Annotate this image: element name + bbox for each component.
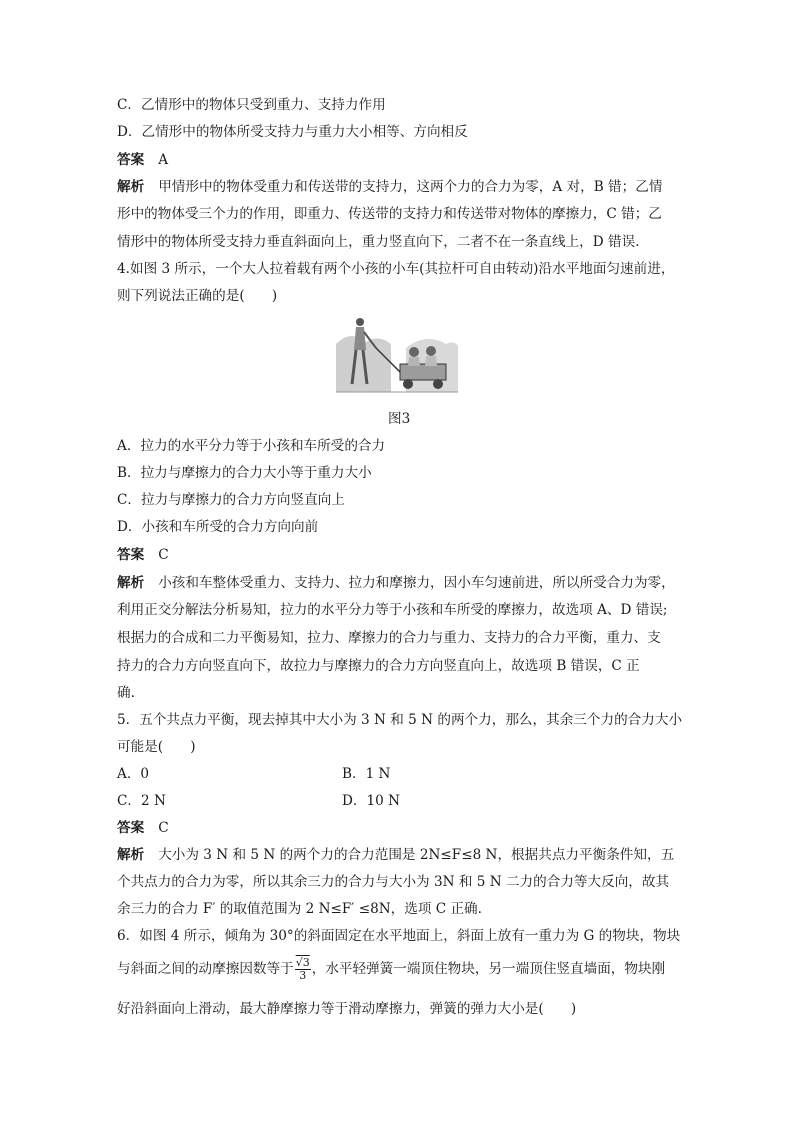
q4-option-b: B．拉力与摩擦力的合力大小等于重力大小 xyxy=(117,465,372,481)
q6-stem-line-3: 好沿斜面向上滑动，最大静摩擦力等于滑动摩擦力，弹簧的弹力大小是( ) xyxy=(117,1001,577,1017)
wheel-icon xyxy=(433,379,443,389)
q5-stem-line-1: 5．五个共点力平衡，现去掉其中大小为 3 N 和 5 N 的两个力，那么，其余三个力的合力大小 xyxy=(117,712,683,728)
analysis-label: 解析 xyxy=(117,179,145,195)
q4-stem-line-1: 4.如图 3 所示，一个大人拉着载有两个小孩的小车(其拉杆可自由转动)沿水平地面匀速前进， xyxy=(117,261,675,277)
wheel-icon xyxy=(403,379,413,389)
child-head-icon xyxy=(409,347,419,357)
q5-option-d: D．10 N xyxy=(342,793,401,809)
adult-head-icon xyxy=(356,318,364,326)
answer-value: C xyxy=(158,820,169,836)
q5-stem-line-2: 可能是( ) xyxy=(117,739,196,755)
q5-option-c: C．2 N xyxy=(117,793,166,809)
q6-text-after-fraction: ，水平轻弹簧一端顶住物块，另一端顶住竖直墙面，物块刚 xyxy=(311,961,666,977)
q4-answer xyxy=(117,545,169,565)
figure-adult-pulling-cart xyxy=(336,314,458,398)
answer-value: A xyxy=(158,152,169,168)
q4-analysis-line-5: 确. xyxy=(117,685,135,701)
q3-answer xyxy=(117,150,168,170)
q4-stem-line-2: 则下列说法正确的是( ) xyxy=(117,288,278,304)
q5-options-row-1 xyxy=(117,764,391,784)
q3-analysis-line-1 xyxy=(117,177,662,197)
adult-body-icon xyxy=(354,327,366,350)
q5-option-b: B．1 N xyxy=(342,766,391,782)
cart-icon xyxy=(400,364,446,380)
child-head-icon xyxy=(426,346,436,356)
q4-analysis-line-1 xyxy=(117,573,675,593)
answer-label: 答案 xyxy=(117,547,145,563)
q4-analysis-line-4: 持力的合力方向竖直向下，故拉力与摩擦力的合力方向竖直向上，故选项 B 错误，C 正 xyxy=(117,658,640,674)
q6-text-before-fraction: 与斜面之间的动摩擦因数等于 xyxy=(117,961,294,977)
q3-analysis-line-3: 情形中的物体所受支持力垂直斜面向上，重力竖直向下，二者不在一条直线上，D 错误. xyxy=(117,234,640,250)
fraction-numerator: √3 xyxy=(295,956,310,969)
q4-option-d: D．小孩和车所受的合力方向向前 xyxy=(117,519,319,535)
q6-stem-line-1: 6．如图 4 所示，倾角为 30°的斜面固定在水平地面上，斜面上放有一重力为 G 的物块，物块 xyxy=(117,928,681,944)
q4-option-a: A．拉力的水平分力等于小孩和车所受的合力 xyxy=(117,438,386,454)
q5-option-a: A．0 xyxy=(117,766,150,782)
q4-analysis-line-2: 利用正交分解法分析易知，拉力的水平分力等于小孩和车所受的摩擦力，故选项 A、D 错误; xyxy=(117,602,668,618)
fraction-denominator: 3 xyxy=(299,969,307,982)
answer-value: C xyxy=(158,547,169,563)
q5-analysis-line-1 xyxy=(117,845,674,865)
figure-caption: 图3 xyxy=(388,411,411,427)
q3-option-c: C．乙情形中的物体只受到重力、支持力作用 xyxy=(117,97,386,113)
q5-analysis-line-2: 个共点力的合力为零，所以其余三力的合力与大小为 3N 和 5 N 二力的合力等大反向，故其 xyxy=(117,874,670,890)
q5-options-row-2 xyxy=(117,791,401,811)
friction-coefficient-fraction xyxy=(295,957,311,982)
analysis-label: 解析 xyxy=(117,575,145,591)
q5-analysis-line-3: 余三力的合力 F′ 的取值范围为 2 N≤F′ ≤8N，选项 C 正确. xyxy=(117,901,482,917)
answer-label: 答案 xyxy=(117,820,145,836)
analysis-label: 解析 xyxy=(117,847,145,863)
analysis-text: 甲情形中的物体受重力和传送带的支持力，这两个力的合力为零，A 对，B 错；乙情 xyxy=(158,179,663,195)
analysis-text: 大小为 3 N 和 5 N 的两个力的合力范围是 2N≤F≤8 N，根据共点力平衡条件知，五 xyxy=(158,847,675,863)
q3-option-d: D．乙情形中的物体所受支持力与重力大小相等、方向相反 xyxy=(117,124,468,140)
q4-option-c: C．拉力与摩擦力的合力方向竖直向上 xyxy=(117,492,345,508)
q4-analysis-line-3: 根据力的合成和二力平衡易知，拉力、摩擦力的合力与重力、支持力的合力平衡，重力、支 xyxy=(117,630,661,646)
answer-label: 答案 xyxy=(117,152,145,168)
analysis-text: 小孩和车整体受重力、支持力、拉力和摩擦力，因小车匀速前进，所以所受合力为零， xyxy=(158,575,675,591)
q5-answer xyxy=(117,818,169,838)
q3-analysis-line-2: 形中的物体受三个力的作用，即重力、传送带的支持力和传送带对物体的摩擦力，C 错；乙 xyxy=(117,206,662,222)
q6-stem-line-2 xyxy=(117,955,665,983)
